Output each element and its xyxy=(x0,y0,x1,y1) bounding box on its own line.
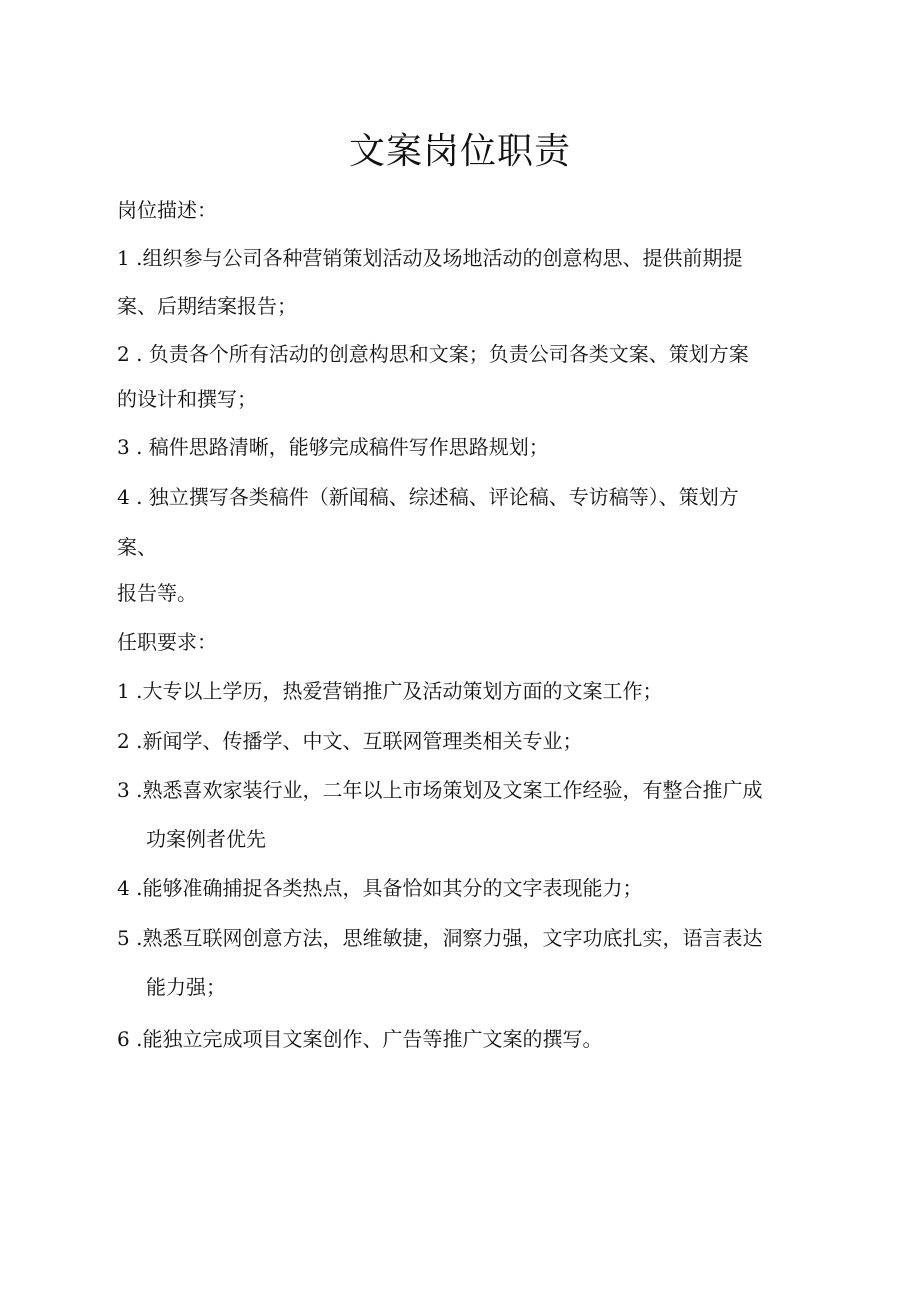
requirement-line: 5 .熟悉互联网创意方法，思维敏捷，洞察力强，文字功底扎实，语言表达 xyxy=(117,926,763,950)
description-line: 报告等。 xyxy=(117,581,197,605)
description-line: 案、后期结案报告； xyxy=(117,294,297,318)
requirement-line: 2 .新闻学、传播学、中文、互联网管理类相关专业； xyxy=(117,729,583,753)
requirement-line: 1 .大专以上学历，热爱营销推广及活动策划方面的文案工作； xyxy=(117,679,663,703)
requirement-line: 能力强； xyxy=(146,975,226,999)
description-line: 1 .组织参与公司各种营销策划活动及场地活动的创意构思、提供前期提 xyxy=(117,246,743,270)
requirement-line: 3 .熟悉喜欢家装行业，二年以上市场策划及文案工作经验，有整合推广成 xyxy=(117,778,763,802)
description-line: 3 . 稿件思路清晰，能够完成稿件写作思路规划； xyxy=(117,435,549,459)
requirement-line: 功案例者优先 xyxy=(146,827,266,851)
requirement-line: 6 .能独立完成项目文案创作、广告等推广文案的撰写。 xyxy=(117,1027,603,1051)
requirements-heading: 任职要求： xyxy=(117,630,217,654)
requirement-line: 4 .能够准确捕捉各类热点，具备恰如其分的文字表现能力； xyxy=(117,876,643,900)
description-line: 4 . 独立撰写各类稿件（新闻稿、综述稿、评论稿、专访稿等）、策划方 xyxy=(117,485,739,509)
description-line: 案、 xyxy=(117,535,157,559)
description-heading: 岗位描述： xyxy=(117,198,217,222)
document-title: 文案岗位职责 xyxy=(348,131,571,172)
description-line: 的设计和撰写； xyxy=(117,387,257,411)
description-line: 2 . 负责各个所有活动的创意构思和文案；负责公司各类文案、策划方案 xyxy=(117,342,749,366)
